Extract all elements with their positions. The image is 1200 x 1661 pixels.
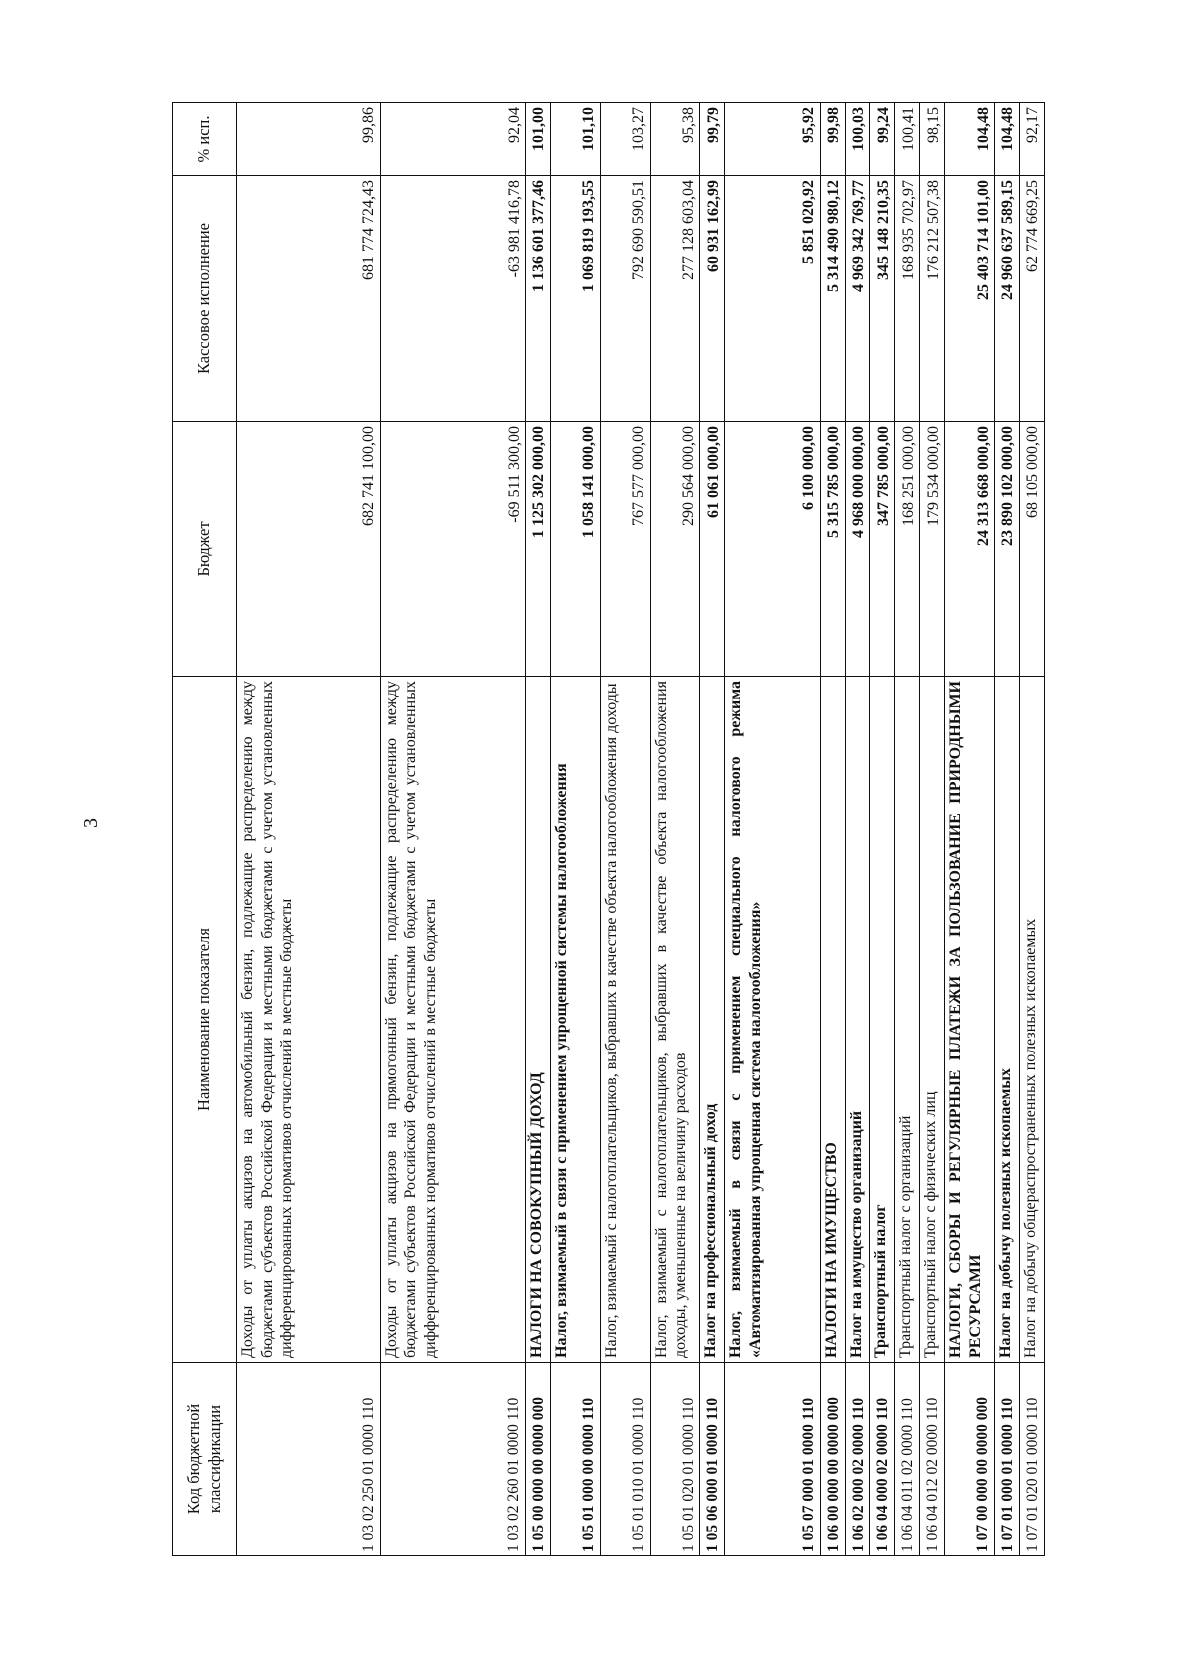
table-header-row <box>173 103 237 1556</box>
table-row <box>920 103 945 1556</box>
table-row <box>895 103 920 1556</box>
row-execution: 1 069 819 193,55 <box>550 176 600 422</box>
row-budget: 767 577 000,00 <box>600 422 650 677</box>
table-row <box>820 103 845 1556</box>
table-row <box>526 103 551 1556</box>
row-budget: 6 100 000,00 <box>725 422 820 677</box>
row-budget: 168 251 000,00 <box>895 422 920 677</box>
row-percent: 99,24 <box>870 103 895 176</box>
row-name: Доходы от уплаты акцизов на прямогонный бензин, подлежащие распределению между бюджетами субъектов Российской Федерации и местными бюджетами с учетом установленных дифференцированных нормативов отчислений в местные бюджеты <box>380 677 525 1363</box>
row-name: Транспортный налог с организаций <box>895 677 920 1363</box>
header-percent: % исп. <box>173 103 237 176</box>
table-row <box>650 103 700 1556</box>
row-budget: -69 511 300,00 <box>380 422 525 677</box>
table-body <box>237 103 1045 1556</box>
table-row <box>845 103 870 1556</box>
row-execution: 176 212 507,38 <box>920 176 945 422</box>
row-code: 1 05 01 020 01 0000 110 <box>650 1363 700 1556</box>
page-number: 3 <box>80 818 102 828</box>
row-percent: 95,38 <box>650 103 700 176</box>
row-code: 1 06 04 012 02 0000 110 <box>920 1363 945 1556</box>
budget-execution-table <box>172 102 1045 1556</box>
table-row <box>725 103 820 1556</box>
row-code: 1 06 04 000 02 0000 110 <box>870 1363 895 1556</box>
row-name: НАЛОГИ НА СОВОКУПНЫЙ ДОХОД <box>526 677 551 1363</box>
row-budget: 682 741 100,00 <box>237 422 381 677</box>
row-code: 1 07 01 000 01 0000 110 <box>995 1363 1020 1556</box>
row-percent: 99,79 <box>700 103 725 176</box>
row-percent: 99,86 <box>237 103 381 176</box>
row-name: Доходы от уплаты акцизов на автомобильный бензин, подлежащие распределению между бюджетами субъектов Российской Федерации и местными бюджетами с учетом установленных дифференцированных нормативов отчислений в местные бюджеты <box>237 677 381 1363</box>
table-row <box>1019 103 1044 1556</box>
row-percent: 101,00 <box>526 103 551 176</box>
row-name: Налог на добычу общераспространенных полезных ископаемых <box>1019 677 1044 1363</box>
row-code: 1 06 04 011 02 0000 110 <box>895 1363 920 1556</box>
row-budget: 24 313 668 000,00 <box>945 422 995 677</box>
table-row <box>600 103 650 1556</box>
row-name: Налог, взимаемый в связи с применением упрощенной системы налогообложения <box>550 677 600 1363</box>
table-row <box>550 103 600 1556</box>
row-name: НАЛОГИ, СБОРЫ И РЕГУЛЯРНЫЕ ПЛАТЕЖИ ЗА ПОЛЬЗОВАНИЕ ПРИРОДНЫМИ РЕСУРСАМИ <box>945 677 995 1363</box>
header-name: Наименование показателя <box>173 677 237 1363</box>
row-percent: 100,03 <box>845 103 870 176</box>
row-code: 1 06 02 000 02 0000 110 <box>845 1363 870 1556</box>
row-execution: 5 851 020,92 <box>725 176 820 422</box>
row-name: Транспортный налог с физических лиц <box>920 677 945 1363</box>
row-budget: 68 105 000,00 <box>1019 422 1044 677</box>
header-budget: Бюджет <box>173 422 237 677</box>
table-row <box>380 103 525 1556</box>
row-execution: 1 136 601 377,46 <box>526 176 551 422</box>
row-percent: 92,04 <box>380 103 525 176</box>
table-row <box>995 103 1020 1556</box>
row-budget: 290 564 000,00 <box>650 422 700 677</box>
header-execution: Кассовое исполнение <box>173 176 237 422</box>
row-percent: 92,17 <box>1019 103 1044 176</box>
row-code: 1 06 00 000 00 0000 000 <box>820 1363 845 1556</box>
row-code: 1 05 07 000 01 0000 110 <box>725 1363 820 1556</box>
row-code: 1 03 02 260 01 0000 110 <box>380 1363 525 1556</box>
row-name: Налог, взимаемый с налогоплательщиков, выбравших в качестве объекта налогообложения доходы, уменьшенные на величину расходов <box>650 677 700 1363</box>
row-name: Налог на имущество организаций <box>845 677 870 1363</box>
row-code: 1 05 01 010 01 0000 110 <box>600 1363 650 1556</box>
row-execution: 25 403 714 101,00 <box>945 176 995 422</box>
table-row <box>870 103 895 1556</box>
row-name: Налог на профессиональный доход <box>700 677 725 1363</box>
header-code: Код бюджетной классификации <box>173 1363 237 1556</box>
row-execution: 62 774 669,25 <box>1019 176 1044 422</box>
row-execution: 24 960 637 589,15 <box>995 176 1020 422</box>
row-budget: 23 890 102 000,00 <box>995 422 1020 677</box>
row-code: 1 07 01 020 01 0000 110 <box>1019 1363 1044 1556</box>
row-execution: 168 935 702,97 <box>895 176 920 422</box>
row-name: НАЛОГИ НА ИМУЩЕСТВО <box>820 677 845 1363</box>
row-percent: 103,27 <box>600 103 650 176</box>
row-percent: 100,41 <box>895 103 920 176</box>
row-percent: 101,10 <box>550 103 600 176</box>
row-execution: 4 969 342 769,77 <box>845 176 870 422</box>
row-percent: 95,92 <box>725 103 820 176</box>
budget-table-container <box>172 103 1045 1556</box>
row-execution: 277 128 603,04 <box>650 176 700 422</box>
row-code: 1 05 01 000 00 0000 110 <box>550 1363 600 1556</box>
row-code: 1 03 02 250 01 0000 110 <box>237 1363 381 1556</box>
row-execution: 792 690 590,51 <box>600 176 650 422</box>
row-budget: 1 058 141 000,00 <box>550 422 600 677</box>
row-execution: 681 774 724,43 <box>237 176 381 422</box>
row-code: 1 05 06 000 01 0000 110 <box>700 1363 725 1556</box>
row-execution: 60 931 162,99 <box>700 176 725 422</box>
table-row <box>237 103 381 1556</box>
row-budget: 179 534 000,00 <box>920 422 945 677</box>
row-percent: 98,15 <box>920 103 945 176</box>
row-code: 1 05 00 000 00 0000 000 <box>526 1363 551 1556</box>
row-name: Налог, взимаемый в связи с применением специального налогового режима «Автоматизированная упрощенная система налогообложения» <box>725 677 820 1363</box>
row-budget: 61 061 000,00 <box>700 422 725 677</box>
row-budget: 1 125 302 000,00 <box>526 422 551 677</box>
row-name: Налог на добычу полезных ископаемых <box>995 677 1020 1363</box>
row-execution: -63 981 416,78 <box>380 176 525 422</box>
table-row <box>700 103 725 1556</box>
row-budget: 4 968 000 000,00 <box>845 422 870 677</box>
row-execution: 345 148 210,35 <box>870 176 895 422</box>
row-percent: 104,48 <box>995 103 1020 176</box>
row-budget: 347 785 000,00 <box>870 422 895 677</box>
row-budget: 5 315 785 000,00 <box>820 422 845 677</box>
row-percent: 99,98 <box>820 103 845 176</box>
row-execution: 5 314 490 980,12 <box>820 176 845 422</box>
row-name: Налог, взимаемый с налогоплательщиков, выбравших в качестве объекта налогообложения доходы <box>600 677 650 1363</box>
table-row <box>945 103 995 1556</box>
row-code: 1 07 00 000 00 0000 000 <box>945 1363 995 1556</box>
row-name: Транспортный налог <box>870 677 895 1363</box>
row-percent: 104,48 <box>945 103 995 176</box>
